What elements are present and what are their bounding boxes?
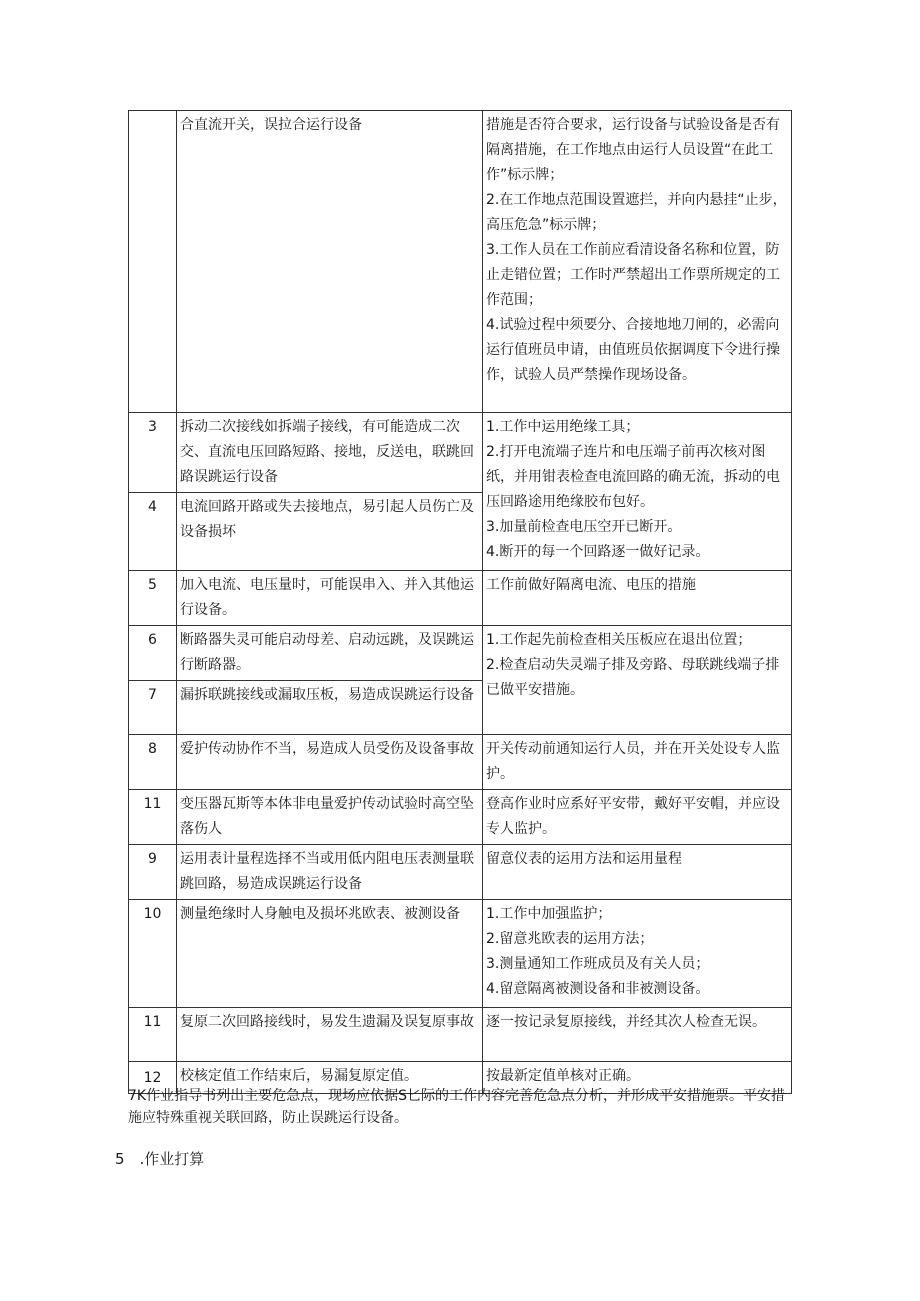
row-number: 11 [129,1008,177,1062]
measures-cell [483,626,792,735]
footnote [128,1085,793,1129]
hazard-table [128,110,792,1094]
measure-line: 3.测量通知工作班成员及有关人员； [486,956,710,972]
measure-line: 4.留意隔离被测设备和非被测设备。 [486,981,710,997]
measures-cell: 按最新定值单核对正确。 [483,1062,792,1094]
table-row [129,845,792,900]
row-number: 8 [129,735,177,790]
measures-cell: 工作前做好隔离电流、电压的措施 [483,571,792,626]
measure-line: 2.留意兆欧表的运用方法； [486,931,654,947]
measures-cell: 开关传动前通知运行人员，并在开关处设专人监护。 [483,735,792,790]
table-row [129,571,792,626]
row-number: 10 [129,900,177,1008]
measure-line: 2.在工作地点范围设置遮拦，并向内悬挂“止步，高压危急”标示牌； [486,192,787,233]
measure-line: 措施是否符合要求，运行设备与试验设备是否有隔离措施，在工作地点由运行人员设置“在此工作”标示牌； [486,117,780,183]
hazard-cell: 校核定值工作结束后，易漏复原定值。 [177,1062,483,1094]
measure-line: 4.断开的每一个回路逐一做好记录。 [486,544,710,560]
row-number: 7 [129,681,177,735]
hazard-cell: 漏拆联跳接线或漏取压板，易造成误跳运行设备 [177,681,483,735]
measure-line: 2.检查启动失灵端子排及旁路、母联跳线端子排已做平安措施。 [486,657,780,698]
row-number: 11 [129,790,177,845]
measure-line: 4.试验过程中须要分、合接地地刀闸的，必需向运行值班员申请，由值班员依据调度下令进行操作，试验人员严禁操作现场设备。 [486,317,780,383]
hazard-cell: 拆动二次接线如拆端子接线，有可能造成二次交、直流电压回路短路、接地，反送电，联跳回路误跳运行设备 [177,413,483,493]
measures-cell: 逐一按记录复原接线，并经其次人检查无误。 [483,1008,792,1062]
section-heading: 5 .作业打算 [115,1150,205,1168]
measures-cell [483,900,792,1008]
row-number: 5 [129,571,177,626]
hazard-cell: 变压器瓦斯等本体非电量爱护传动试验时高空坠落伤人 [177,790,483,845]
measures-cell: 留意仪表的运用方法和运用量程 [483,845,792,900]
hazard-cell: 复原二次回路接线时，易发生遗漏及误复原事故 [177,1008,483,1062]
table-row [129,735,792,790]
measures-cell: 登高作业时应系好平安带，戴好平安帽，并应设专人监护。 [483,790,792,845]
measure-line: 2.打开电流端子连片和电压端子前再次核对图纸，并用钳表检查电流回路的确无流，拆动的电压回路途用绝缘胶布包好。 [486,444,780,510]
hazard-cell: 电流回路开路或失去接地点，易引起人员伤亡及设备损坏 [177,493,483,571]
hazard-cell: 测量绝缘时人身触电及损坏兆欧表、被测设备 [177,900,483,1008]
table-row [129,413,792,493]
measure-line: 1.工作起先前检查相关压板应在退出位置； [486,632,752,648]
row-number [129,111,177,413]
table-row [129,626,792,681]
table-row [129,790,792,845]
hazard-cell: 加入电流、电压量时，可能误串入、并入其他运行设备。 [177,571,483,626]
row-number: 4 [129,493,177,571]
hazard-cell: 爱护传动协作不当，易造成人员受伤及设备事故 [177,735,483,790]
footnote-text: 7K作业指导书列出主要危急点，现场应依据S匕际的工作内容完善危急点分析，并形成平安措施票。平安措施应特殊重视关联回路，防止误跳运行设备。 [128,1088,785,1126]
measure-line: 1.工作中运用绝缘工具； [486,419,640,435]
row-number: 3 [129,413,177,493]
measure-line: 1.工作中加强监护； [486,906,612,922]
row-number: 9 [129,845,177,900]
hazard-cell: 断路器失灵可能启动母差、启动远跳，及误跳运行断路器。 [177,626,483,681]
table-row [129,111,792,413]
measures-cell [483,413,792,571]
measure-line: 3.工作人员在工作前应看清设备名称和位置，防止走错位置；工作时严禁超出工作票所规定的工作范围； [486,242,780,308]
hazard-cell: 运用表计量程选择不当或用低内阻电压表测量联跳回路，易造成误跳运行设备 [177,845,483,900]
measure-line: 3.加量前检查电压空开已断开。 [486,519,682,535]
measures-cell [483,111,792,413]
row-number: 6 [129,626,177,681]
table-row [129,900,792,1008]
table-row [129,1008,792,1062]
row-number: 12 [129,1062,177,1094]
hazard-cell: 合直流开关，误拉合运行设备 [177,111,483,413]
